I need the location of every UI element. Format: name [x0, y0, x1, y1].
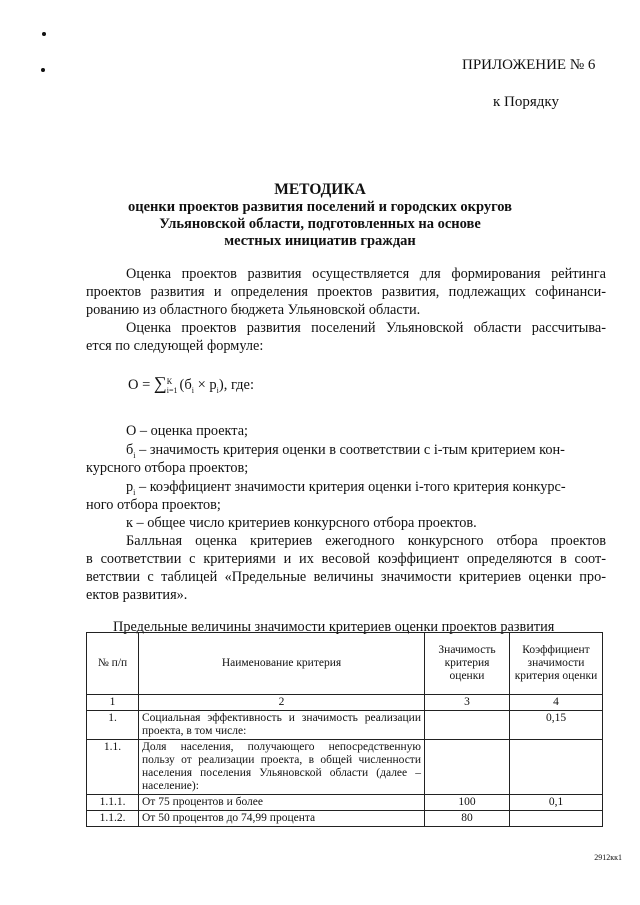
row-name: От 50 процентов до 74,99 процента — [139, 811, 425, 827]
document-code: 2912кк1 — [594, 853, 622, 862]
table-column-numbers — [87, 695, 603, 711]
paragraph-line: ветствии с таблицей «Предельные величины значимости критериев оценки про- — [86, 569, 606, 585]
row-value: 100 — [425, 795, 510, 811]
paragraph-line: рованию из областного бюджета Ульяновской области. — [86, 302, 421, 318]
criteria-table — [86, 632, 603, 827]
row-name: Социальная эффективность и значимость реализации проекта, в том числе: — [139, 711, 425, 740]
paragraph-line: Оценка проектов развития осуществляется для формирования рейтинга — [126, 266, 606, 282]
table-header-row — [87, 633, 603, 695]
paragraph-line: Оценка проектов развития поселений Ульяновской области рассчитыва- — [126, 320, 606, 336]
row-coef: 0,1 — [510, 795, 603, 811]
table-row — [87, 740, 603, 795]
row-coef — [510, 740, 603, 795]
document-title: МЕТОДИКА — [274, 181, 366, 198]
row-num: 1.1.2. — [87, 811, 139, 827]
col-number: 3 — [425, 695, 510, 711]
col-number: 2 — [139, 695, 425, 711]
paragraph-line: проектов развития и определения проектов развития, подлежащих софинанси- — [86, 284, 606, 300]
title-line: местных инициатив граждан — [224, 233, 416, 249]
paragraph-line: ектов развития». — [86, 587, 188, 603]
definition-p: $р_i$ – коэффициент значимости критерия оценки i-того критерия конкурс- — [126, 479, 566, 497]
row-value: 80 — [425, 811, 510, 827]
table-row — [87, 711, 603, 740]
row-num: 1.1. — [87, 740, 139, 795]
definition-b: $б_i$ – значимость критерия оценки в соответствии с i-тым критерием кон- — [126, 442, 565, 460]
row-value — [425, 740, 510, 795]
header-value: Значимость критерия оценки — [425, 633, 510, 695]
row-num: 1. — [87, 711, 139, 740]
paragraph-line: Балльная оценка критериев ежегодного конкурсного отбора проектов — [126, 533, 606, 549]
paragraph-line: ется по следующей формуле: — [86, 338, 264, 354]
paragraph-line: курсного отбора проектов; — [86, 460, 249, 476]
paragraph-line: ного отбора проектов; — [86, 497, 221, 513]
header-num: № п/п — [87, 633, 139, 695]
table-row — [87, 795, 603, 811]
row-value — [425, 711, 510, 740]
table-title: Предельные величины значимости критериев оценки проектов развития — [113, 619, 555, 635]
row-coef — [510, 811, 603, 827]
header-coef: Коэффициент значимости критерия оценки — [510, 633, 603, 695]
title-line: оценки проектов развития поселений и городских округов — [127, 199, 513, 215]
sum-symbol: ∑ — [153, 373, 167, 393]
col-number: 4 — [510, 695, 603, 711]
table-row — [87, 811, 603, 827]
paragraph-line: в соответствии с критериями и их весовой коэффициент определяются в соот- — [86, 551, 606, 567]
scan-dot — [42, 32, 46, 36]
title-line: Ульяновской области, подготовленных на основе — [159, 216, 481, 232]
header-name: Наименование критерия — [139, 633, 425, 695]
appendix-label: ПРИЛОЖЕНИЕ № 6 — [462, 57, 596, 73]
score-formula: О = ∑К i=1 $(б_i \times р_i)$, где: — [128, 373, 255, 395]
row-name: От 75 процентов и более — [139, 795, 425, 811]
order-reference: к Порядку — [493, 94, 559, 110]
row-num: 1.1.1. — [87, 795, 139, 811]
row-coef: 0,15 — [510, 711, 603, 740]
scan-dot — [41, 68, 45, 72]
definition-o: О – оценка проекта; — [126, 423, 249, 439]
row-name: Доля населения, получающего непосредственную пользу от реализации проекта, в общей численности населения поселения Ульяновской области (далее – население): — [139, 740, 425, 795]
col-number: 1 — [87, 695, 139, 711]
definition-k: к – общее число критериев конкурсного отбора проектов. — [126, 515, 477, 531]
